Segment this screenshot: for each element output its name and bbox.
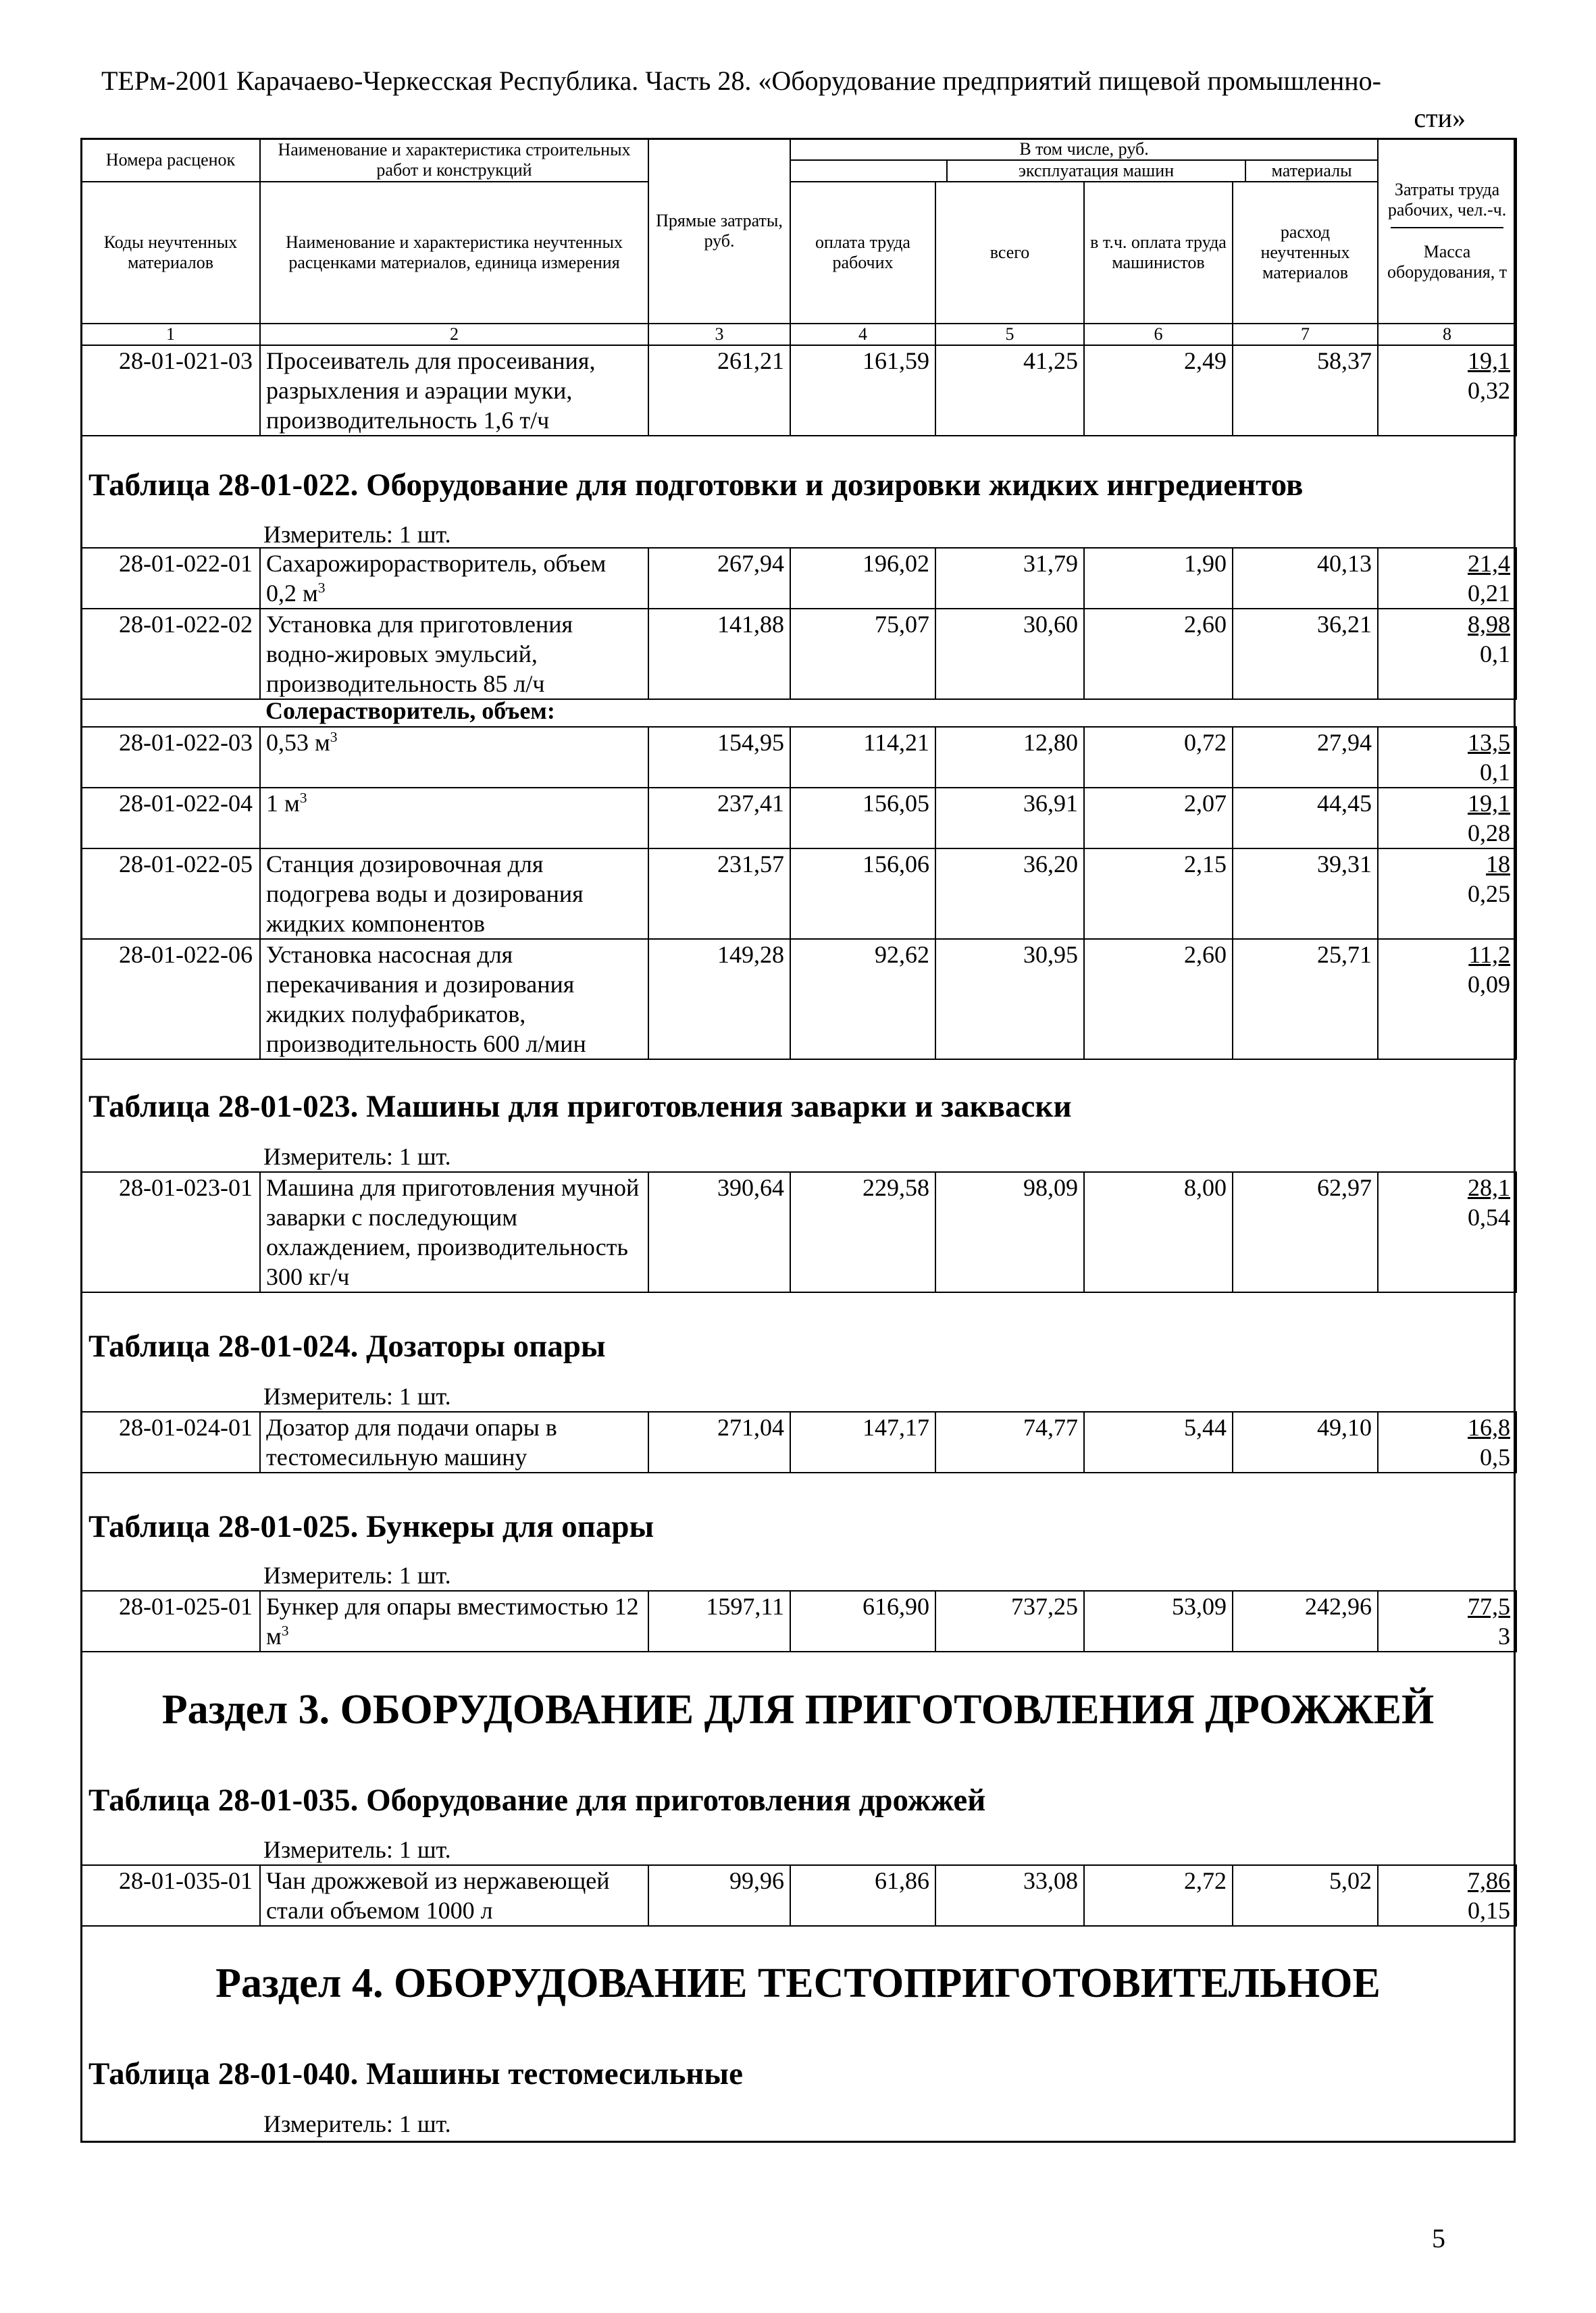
rate-row <box>81 609 1516 699</box>
wage: 114,21 <box>790 727 935 788</box>
column-number: 3 <box>648 324 790 345</box>
materials: 44,45 <box>1233 788 1378 848</box>
table-022-title: Таблица 28-01-022. Оборудование для подготовки и дозировки жидких ингредиентов <box>88 467 1304 503</box>
column-number: 8 <box>1378 324 1516 345</box>
labor-costs: 7,86 <box>1468 1867 1510 1894</box>
wage: 156,06 <box>790 848 935 939</box>
rate-name: Установка для приготовления водно-жировых эмульсий, производительность 85 л/ч <box>260 609 648 699</box>
operators-wage: 5,44 <box>1084 1412 1233 1473</box>
machines-total: 74,77 <box>935 1412 1084 1473</box>
machines-total: 12,80 <box>935 727 1084 788</box>
running-header: ТЕРм-2001 Карачаево-Черкесская Республика. Часть 28. «Оборудование предприятий пищевой промышленно- <box>101 66 1381 96</box>
labor-mass <box>1378 1412 1516 1473</box>
column-number: 5 <box>935 324 1084 345</box>
operators-wage: 2,49 <box>1084 345 1233 436</box>
labor-costs: 18 <box>1486 850 1510 878</box>
wage: 616,90 <box>790 1591 935 1652</box>
column-number: 6 <box>1084 324 1233 345</box>
labor-mass <box>1378 939 1516 1059</box>
header-including <box>790 138 1378 182</box>
running-header-continuation: сти» <box>1414 103 1466 133</box>
rate-row <box>81 939 1516 1059</box>
operators-wage: 0,72 <box>1084 727 1233 788</box>
column-number: 7 <box>1233 324 1378 345</box>
direct-costs: 231,57 <box>648 848 790 939</box>
rate-code: 28-01-022-03 <box>81 727 260 788</box>
operators-wage: 2,07 <box>1084 788 1233 848</box>
labor-mass <box>1378 788 1516 848</box>
materials: 40,13 <box>1233 548 1378 609</box>
column-number-row <box>81 324 1516 345</box>
equipment-mass: 0,54 <box>1468 1204 1510 1231</box>
rate-code: 28-01-035-01 <box>81 1865 260 1926</box>
operators-wage: 53,09 <box>1084 1591 1233 1652</box>
materials: 5,02 <box>1233 1865 1378 1926</box>
operators-wage: 2,72 <box>1084 1865 1233 1926</box>
table-022-rows-a <box>80 547 1517 700</box>
table-024-measure: Измеритель: 1 шт. <box>263 1383 451 1410</box>
labor-mass <box>1378 345 1516 436</box>
header-incl-operators: в т.ч. оплата труда машинистов <box>1084 182 1233 324</box>
machines-total: 737,25 <box>935 1591 1084 1652</box>
table-025-rows <box>80 1590 1517 1652</box>
table-025-title: Таблица 28-01-025. Бункеры для опары <box>88 1509 654 1544</box>
table-035-rows <box>80 1864 1517 1927</box>
equipment-mass: 0,5 <box>1480 1444 1510 1471</box>
machines-total: 30,95 <box>935 939 1084 1059</box>
table-022-subgroup: Солерастворитель, объем: <box>265 697 555 724</box>
wage: 229,58 <box>790 1172 935 1292</box>
wage: 156,05 <box>790 788 935 848</box>
header-materials: материалы <box>1271 161 1352 180</box>
equipment-mass: 0,28 <box>1468 819 1510 846</box>
rate-name: Чан дрожжевой из нержавеющей стали объемом 1000 л <box>260 1865 648 1926</box>
rate-name: 1 $м^3$ <box>260 788 648 848</box>
labor-mass <box>1378 848 1516 939</box>
rate-code: 28-01-022-02 <box>81 609 260 699</box>
rate-name: Просеиватель для просеивания, разрыхления и аэрации муки, производительность 1,6 т/ч <box>260 345 648 436</box>
header-machines-total: всего <box>935 182 1084 324</box>
rate-name: Бункер для опары вместимостью 12 $м^3$ <box>260 1591 648 1652</box>
materials: 49,10 <box>1233 1412 1378 1473</box>
header-wage: оплата труда рабочих <box>790 182 935 324</box>
header-machine-operation: эксплуатация машин <box>948 161 1246 181</box>
rate-name: Машина для приготовления мучной заварки с последующим охлаждением, производительность 300 кг/ч <box>260 1172 648 1292</box>
labor-mass <box>1378 1591 1516 1652</box>
equipment-mass: 0,32 <box>1468 377 1510 404</box>
machines-total: 41,25 <box>935 345 1084 436</box>
table-024-title: Таблица 28-01-024. Дозаторы опары <box>88 1329 606 1364</box>
materials: 58,37 <box>1233 345 1378 436</box>
rate-row <box>81 727 1516 788</box>
materials: 62,97 <box>1233 1172 1378 1292</box>
header-unaccounted-materials: расход неучтенных материалов <box>1233 182 1378 324</box>
machines-total: 31,79 <box>935 548 1084 609</box>
operators-wage: 2,60 <box>1084 609 1233 699</box>
labor-mass <box>1378 1865 1516 1926</box>
wage: 92,62 <box>790 939 935 1059</box>
labor-costs: 8,98 <box>1468 611 1510 638</box>
materials: 39,31 <box>1233 848 1378 939</box>
rate-row <box>81 1865 1516 1926</box>
labor-costs: 28,1 <box>1468 1174 1510 1201</box>
labor-mass <box>1378 548 1516 609</box>
table-040-title: Таблица 28-01-040. Машины тестомесильные <box>88 2056 743 2091</box>
section-4-title: Раздел 4. ОБОРУДОВАНИЕ ТЕСТОПРИГОТОВИТЕЛЬНОЕ <box>215 1960 1381 2006</box>
materials: 36,21 <box>1233 609 1378 699</box>
rate-name: Станция дозировочная для подогрева воды и дозирования жидких компонентов <box>260 848 648 939</box>
rate-code: 28-01-024-01 <box>81 1412 260 1473</box>
labor-mass <box>1378 609 1516 699</box>
operators-wage: 2,60 <box>1084 939 1233 1059</box>
operators-wage: 1,90 <box>1084 548 1233 609</box>
direct-costs: 149,28 <box>648 939 790 1059</box>
direct-costs: 154,95 <box>648 727 790 788</box>
table-023-measure: Измеритель: 1 шт. <box>263 1143 451 1170</box>
operators-wage: 8,00 <box>1084 1172 1233 1292</box>
machines-total: 30,60 <box>935 609 1084 699</box>
page-number: 5 <box>1432 2223 1445 2254</box>
rate-code: 28-01-022-01 <box>81 548 260 609</box>
labor-costs: 11,2 <box>1468 941 1510 968</box>
column-number: 1 <box>81 324 260 345</box>
table-022-rows-b <box>80 726 1517 1060</box>
header-material-codes: Коды неучтенных материалов <box>81 182 260 324</box>
table-021-rows <box>80 345 1517 436</box>
column-number: 4 <box>790 324 935 345</box>
machines-total: 36,91 <box>935 788 1084 848</box>
direct-costs: 261,21 <box>648 345 790 436</box>
materials: 25,71 <box>1233 939 1378 1059</box>
rate-code: 28-01-025-01 <box>81 1591 260 1652</box>
rate-code: 28-01-022-05 <box>81 848 260 939</box>
rate-name: Установка насосная для перекачивания и дозирования жидких полуфабрикатов, производительность 600 л/мин <box>260 939 648 1059</box>
operators-wage: 2,15 <box>1084 848 1233 939</box>
table-022-measure: Измеритель: 1 шт. <box>263 521 451 548</box>
labor-costs: 13,5 <box>1468 729 1510 756</box>
wage: 61,86 <box>790 1865 935 1926</box>
header-labor-costs: Затраты труда рабочих, чел.-ч. <box>1387 180 1507 220</box>
wage: 75,07 <box>790 609 935 699</box>
machines-total: 98,09 <box>935 1172 1084 1292</box>
header-labor-mass <box>1378 138 1516 324</box>
header-material-names: Наименование и характеристика неучтенных расценками материалов, единица измерения <box>260 182 648 324</box>
labor-mass <box>1378 727 1516 788</box>
wage: 147,17 <box>790 1412 935 1473</box>
equipment-mass: 0,1 <box>1480 759 1510 786</box>
equipment-mass: 0,1 <box>1480 640 1510 667</box>
table-040-measure: Измеритель: 1 шт. <box>263 2110 451 2137</box>
column-number: 2 <box>260 324 648 345</box>
equipment-mass: 0,25 <box>1468 880 1510 907</box>
materials: 242,96 <box>1233 1591 1378 1652</box>
rate-row <box>81 1591 1516 1652</box>
rate-row <box>81 1172 1516 1292</box>
direct-costs: 390,64 <box>648 1172 790 1292</box>
direct-costs: 271,04 <box>648 1412 790 1473</box>
table-025-measure: Измеритель: 1 шт. <box>263 1562 451 1589</box>
direct-costs: 237,41 <box>648 788 790 848</box>
direct-costs: 267,94 <box>648 548 790 609</box>
table-023-rows <box>80 1171 1517 1293</box>
header-direct-costs: Прямые затраты, руб. <box>648 138 790 324</box>
labor-costs: 19,1 <box>1468 347 1510 374</box>
machines-total: 36,20 <box>935 848 1084 939</box>
rate-code: 28-01-022-06 <box>81 939 260 1059</box>
rate-code: 28-01-022-04 <box>81 788 260 848</box>
header-equipment-mass: Масса оборудования, т <box>1387 242 1508 282</box>
rate-row <box>81 548 1516 609</box>
equipment-mass: 3 <box>1498 1623 1510 1650</box>
rate-row <box>81 788 1516 848</box>
labor-costs: 21,4 <box>1468 550 1510 577</box>
rate-code: 28-01-021-03 <box>81 345 260 436</box>
table-023-title: Таблица 28-01-023. Машины для приготовления заварки и закваски <box>88 1089 1072 1124</box>
direct-costs: 141,88 <box>648 609 790 699</box>
rate-name: 0,53 $м^3$ <box>260 727 648 788</box>
labor-costs: 19,1 <box>1468 790 1510 817</box>
table-035-title: Таблица 28-01-035. Оборудование для приготовления дрожжей <box>88 1783 986 1818</box>
rate-name: Сахарожирорастворитель, объем 0,2 $м^3$ <box>260 548 648 609</box>
labor-mass <box>1378 1172 1516 1292</box>
rate-code: 28-01-023-01 <box>81 1172 260 1292</box>
header-including-label: В том числе, руб. <box>1019 139 1149 159</box>
header-rate-numbers: Номера расценок <box>81 138 260 182</box>
wage: 196,02 <box>790 548 935 609</box>
column-header-table <box>80 138 1517 346</box>
direct-costs: 99,96 <box>648 1865 790 1926</box>
labor-costs: 16,8 <box>1468 1414 1510 1441</box>
wage: 161,59 <box>790 345 935 436</box>
rate-row <box>81 848 1516 939</box>
rate-name: Дозатор для подачи опары в тестомесильную машину <box>260 1412 648 1473</box>
section-3-title: Раздел 3. ОБОРУДОВАНИЕ ДЛЯ ПРИГОТОВЛЕНИЯ ДРОЖЖЕЙ <box>161 1687 1435 1733</box>
equipment-mass: 0,09 <box>1468 971 1510 998</box>
direct-costs: 1597,11 <box>648 1591 790 1652</box>
labor-costs: 77,5 <box>1468 1593 1510 1620</box>
materials: 27,94 <box>1233 727 1378 788</box>
table-035-measure: Измеритель: 1 шт. <box>263 1836 451 1863</box>
header-work-name: Наименование и характеристика строительных работ и конструкций <box>260 138 648 182</box>
rate-row <box>81 1412 1516 1473</box>
table-024-rows <box>80 1411 1517 1473</box>
rate-row <box>81 345 1516 436</box>
equipment-mass: 0,21 <box>1468 580 1510 607</box>
machines-total: 33,08 <box>935 1865 1084 1926</box>
equipment-mass: 0,15 <box>1468 1897 1510 1924</box>
